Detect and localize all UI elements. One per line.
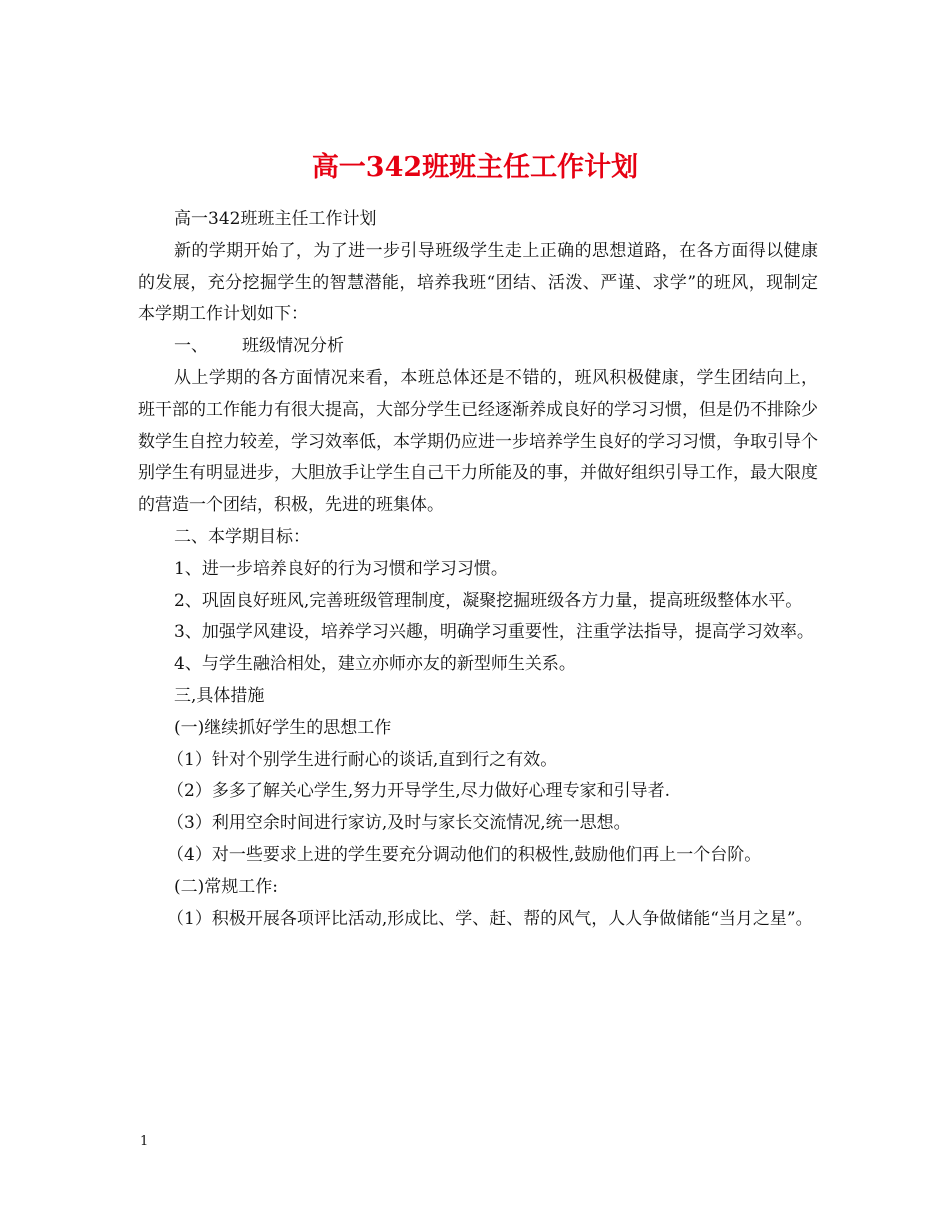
goal-item-4: 4、与学生融洽相处，建立亦师亦友的新型师生关系。 [174, 654, 576, 675]
paragraph-subtitle: 高一342班班主任工作计划 [174, 209, 377, 229]
subheading-routine-work: (二)常规工作: [174, 876, 278, 897]
paragraph-analysis: 从上学期的各方面情况来看，本班总体还是不错的，班风积极健康，学生团结向上，班干部的工作能力有很大提高，大部分学生已经逐渐养成良好的学习习惯，但是仍不排除少数学生自控力较差，学习效率低，本学期仍应进一步培养学生良好的学习习惯，争取引导个别学生有明显进步，大胆放手让学生自己干力所能及的事，并做好组织引导工作，最大限度的营造一个团结，积极，先进的班集体。 [138, 367, 818, 516]
heading-measures: 三,具体措施 [174, 685, 265, 706]
measure-item-4: （4）对一些要求上进的学生要充分调动他们的积极性,鼓励他们再上一个台阶。 [167, 844, 762, 865]
section-title: 班级情况分析 [242, 336, 344, 357]
heading-goals: 二、本学期目标： [174, 526, 310, 547]
heading-class-analysis [138, 331, 818, 363]
goal-item-2: 2、巩固良好班风,完善班级管理制度，凝聚挖掘班级各方力量，提高班级整体水平。 [174, 590, 803, 611]
measure-item-1: （1）针对个别学生进行耐心的谈话,直到行之有效。 [167, 749, 558, 770]
paragraph-intro: 新的学期开始了，为了进一步引导班级学生走上正确的思想道路，在各方面得以健康的发展，充分挖掘学生的智慧潜能，培养我班“团结、活泼、严谨、求学”的班风，现制定本学期工作计划如下： [138, 240, 818, 325]
subheading-thought-work: (一)继续抓好学生的思想工作 [174, 717, 392, 738]
routine-item-1: （1）积极开展各项评比活动,形成比、学、赶、帮的风气，人人争做储能“当月之星”。 [167, 908, 813, 929]
measure-item-3: （3）利用空余时间进行家访,及时与家长交流情况,统一思想。 [167, 813, 631, 834]
goal-item-1: 1、进一步培养良好的行为习惯和学习习惯。 [174, 558, 508, 579]
document-title: 高一342班班主任工作计划 [311, 152, 639, 184]
measure-item-2: （2）多多了解关心学生,努力开导学生,尽力做好心理专家和引导者. [167, 781, 671, 802]
goal-item-3: 3、加强学风建设，培养学习兴趣，明确学习重要性，注重学法指导，提高学习效率。 [174, 622, 814, 643]
page-number: 1 [140, 1134, 149, 1149]
section-number: 一、 [174, 336, 208, 357]
document-body [138, 204, 818, 935]
